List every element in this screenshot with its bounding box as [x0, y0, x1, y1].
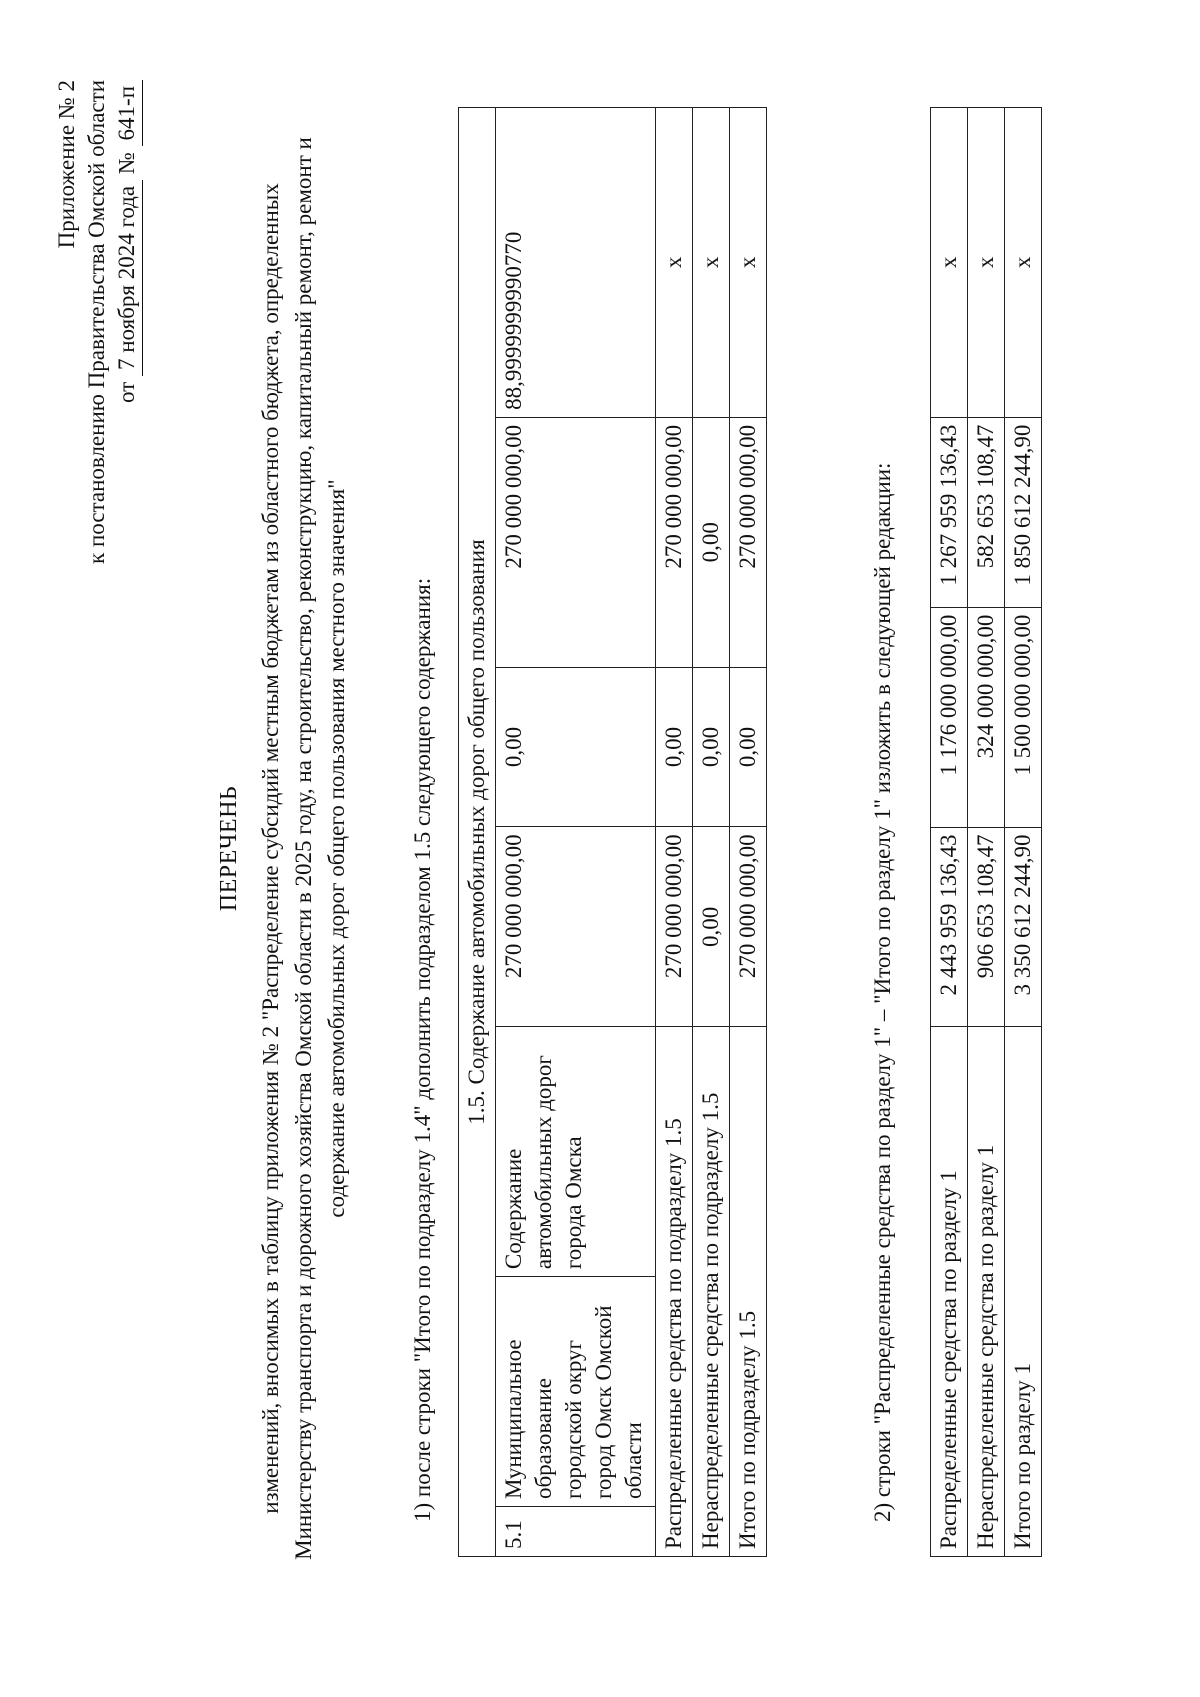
appendix-header: [52, 80, 143, 640]
label-cell: Нераспределенные средства по разделу 1: [968, 1027, 1005, 1557]
appendix-number: Приложение № 2: [54, 80, 79, 249]
purpose-cell: Содержание автомобильных дорог города Омска: [496, 1027, 656, 1277]
total-cell: 270 000 000,00: [656, 827, 693, 1027]
document-title: ПЕРЕЧЕНЬ: [216, 785, 242, 912]
total-cell: 906 653 108,47: [968, 827, 1005, 1027]
instruction-2: 2) строки "Распределенные средства по разделу 1" – "Итого по разделу 1" изложить в следующей редакции:: [870, 462, 895, 1522]
total-cell: 2 443 959 136,43: [931, 827, 968, 1027]
amount-b-cell: 270 000 000,00: [496, 417, 656, 667]
amount-a-cell: 0,00: [693, 667, 730, 827]
amount-b-cell: 582 653 108,47: [968, 417, 1005, 607]
code-cell: x: [968, 108, 1005, 418]
label-cell: Распределенные средства по подразделу 1.5: [656, 1027, 693, 1557]
subsection-1-5-table: [458, 107, 767, 1557]
total-cell: 270 000 000,00: [730, 827, 767, 1027]
section-title: 1.5. Содержание автомобильных дорог общего пользования: [459, 108, 496, 1557]
amount-a-cell: 1 176 000 000,00: [931, 607, 968, 827]
label-cell: Распределенные средства по разделу 1: [931, 1027, 968, 1557]
table-row: [1005, 108, 1042, 1557]
code-cell: x: [730, 108, 767, 418]
table-row: [459, 108, 496, 1557]
amount-b-cell: 270 000 000,00: [656, 417, 693, 667]
amount-a-cell: 0,00: [496, 667, 656, 827]
total-cell: 0,00: [693, 827, 730, 1027]
table-row: [656, 108, 693, 1557]
code-cell: x: [931, 108, 968, 418]
amount-a-cell: 0,00: [730, 667, 767, 827]
instruction-1: 1) после строки "Итого по подразделу 1.4" дополнить подразделом 1.5 следующего содержания:: [410, 577, 435, 1522]
table-row: [496, 108, 656, 1557]
code-cell: x: [1005, 108, 1042, 418]
label-cell: Нераспределенные средства по подразделу 1.5: [693, 1027, 730, 1557]
table-row: [730, 108, 767, 1557]
label-cell: Итого по подразделу 1.5: [730, 1027, 767, 1557]
row-number: 5.1: [496, 1507, 656, 1557]
table-row: [931, 108, 968, 1557]
total-cell: 270 000 000,00: [496, 827, 656, 1027]
amount-b-cell: 0,00: [693, 417, 730, 667]
amount-b-cell: 270 000 000,00: [730, 417, 767, 667]
decree-date-line: [112, 80, 143, 640]
municipality-cell: Муниципальное образование городской округ город Омск Омской области: [496, 1277, 656, 1507]
label-cell: Итого по разделу 1: [1005, 1027, 1042, 1557]
from-label: от: [114, 381, 139, 404]
code-cell: 88,9999999990770: [496, 108, 656, 418]
table-row: [693, 108, 730, 1557]
decree-date: 7 ноября 2024 года: [112, 180, 143, 376]
document-subtitle: изменений, вносимых в таблицу приложения № 2 "Распределение субсидий местным бюджетам из областного бюджета, определенных Министерству транспорта и дорожного хозяйства Омской области в 2025 году, на строительство, реконструкцию, капитальный ремонт, ремонт и содержание автомобильных дорог общего пользования местного значения": [258, 137, 349, 1560]
section-1-totals-table: [930, 107, 1042, 1557]
amount-b-cell: 1 850 612 244,90: [1005, 417, 1042, 607]
decree-reference: к постановлению Правительства Омской области: [84, 80, 109, 564]
code-cell: x: [656, 108, 693, 418]
number-label: №: [114, 152, 139, 175]
total-cell: 3 350 612 244,90: [1005, 827, 1042, 1027]
amount-a-cell: 1 500 000 000,00: [1005, 607, 1042, 827]
amount-a-cell: 0,00: [656, 667, 693, 827]
code-cell: x: [693, 108, 730, 418]
amount-a-cell: 324 000 000,00: [968, 607, 1005, 827]
table-row: [968, 108, 1005, 1557]
amount-b-cell: 1 267 959 136,43: [931, 417, 968, 607]
decree-number: 641-п: [112, 80, 143, 146]
